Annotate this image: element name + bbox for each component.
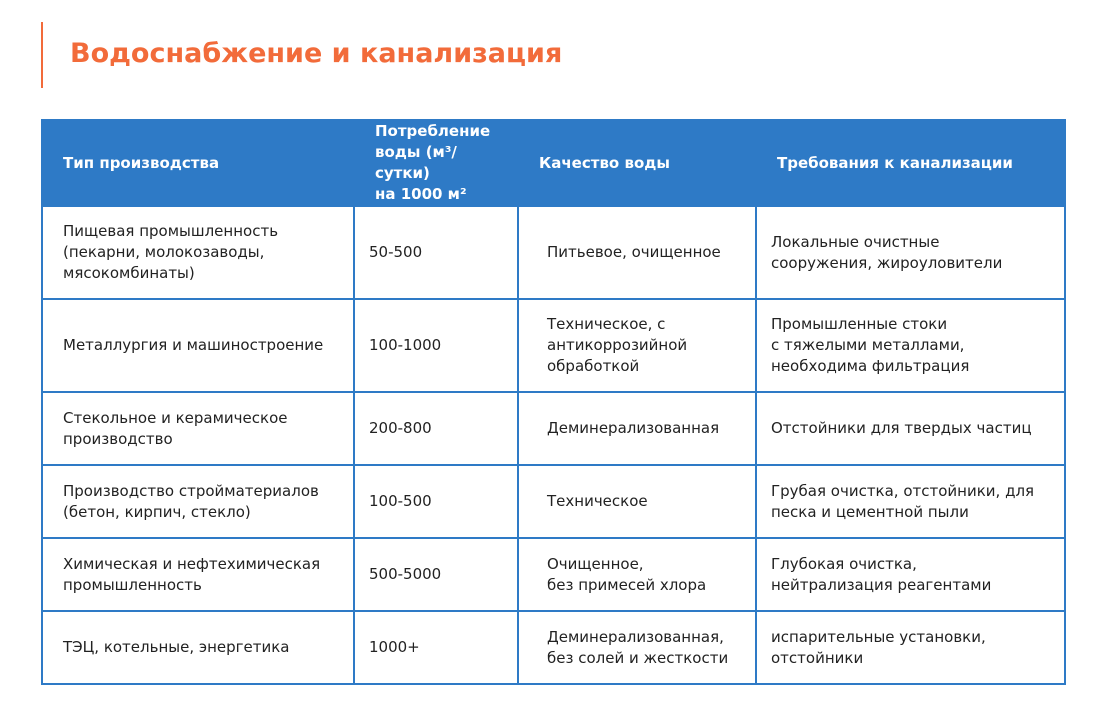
cell-consumption: 1000+ — [354, 611, 518, 684]
cell-consumption: 50-500 — [354, 206, 518, 299]
table-row — [42, 465, 1065, 538]
cell-sewer: Промышленные стоки с тяжелыми металлами, необходима фильтрация — [756, 299, 1065, 392]
header-water-consumption: Потребление воды (м³/сутки) на 1000 м² — [354, 120, 518, 206]
cell-consumption: 200-800 — [354, 392, 518, 465]
table-row — [42, 611, 1065, 684]
cell-production-type: Пищевая промышленность (пекарни, молокозаводы, мясокомбинаты) — [42, 206, 354, 299]
header-sewer-requirements: Требования к канализации — [756, 120, 1065, 206]
cell-production-type: Химическая и нефтехимическая промышленность — [42, 538, 354, 611]
cell-consumption: 500-5000 — [354, 538, 518, 611]
cell-quality: Деминерализованная, без солей и жесткости — [518, 611, 756, 684]
table-row — [42, 299, 1065, 392]
table-row — [42, 206, 1065, 299]
cell-quality: Очищенное, без примесей хлора — [518, 538, 756, 611]
cell-quality: Техническое — [518, 465, 756, 538]
cell-sewer: Локальные очистные сооружения, жироуловители — [756, 206, 1065, 299]
cell-sewer: испарительные установки, отстойники — [756, 611, 1065, 684]
cell-quality: Техническое, с антикоррозийной обработкой — [518, 299, 756, 392]
cell-consumption: 100-500 — [354, 465, 518, 538]
cell-production-type: Металлургия и машиностроение — [42, 299, 354, 392]
header-production-type: Тип производства — [42, 120, 354, 206]
water-supply-table — [41, 119, 1066, 685]
cell-quality: Деминерализованная — [518, 392, 756, 465]
cell-quality: Питьевое, очищенное — [518, 206, 756, 299]
cell-sewer: Грубая очистка, отстойники, для песка и цементной пыли — [756, 465, 1065, 538]
table-header-row — [42, 120, 1065, 206]
cell-sewer: Глубокая очистка, нейтрализация реагентами — [756, 538, 1065, 611]
cell-consumption: 100-1000 — [354, 299, 518, 392]
cell-sewer: Отстойники для твердых частиц — [756, 392, 1065, 465]
title-accent-bar — [41, 22, 43, 88]
table-row — [42, 538, 1065, 611]
header-water-quality: Качество воды — [518, 120, 756, 206]
cell-production-type: Стекольное и керамическое производство — [42, 392, 354, 465]
table-row — [42, 392, 1065, 465]
cell-production-type: ТЭЦ, котельные, энергетика — [42, 611, 354, 684]
cell-production-type: Производство стройматериалов (бетон, кирпич, стекло) — [42, 465, 354, 538]
page-title: Водоснабжение и канализация — [70, 38, 563, 69]
